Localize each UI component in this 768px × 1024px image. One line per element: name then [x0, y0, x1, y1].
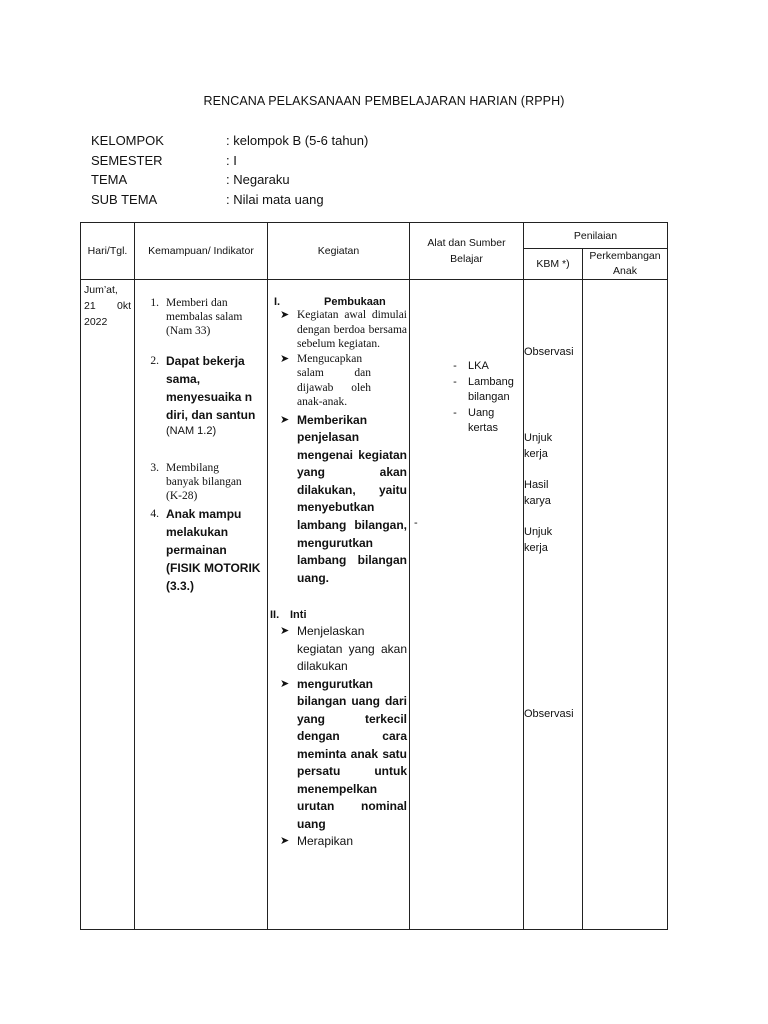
section-pembukaan-heading — [268, 296, 409, 308]
kbm-item: Unjuk kerja — [524, 526, 553, 554]
section-inti-heading — [268, 609, 409, 621]
indikator-item — [135, 461, 267, 503]
arrow-bullet-icon: ➤ — [280, 309, 290, 321]
indikator-code: (Nam 33) — [166, 325, 211, 337]
indikator-number: 3. — [150, 462, 159, 474]
indikator-code: (NAM 1.2) — [166, 425, 217, 437]
kegiatan-text: Menjelaskan kegiatan yang akan dilakukan — [297, 624, 407, 674]
kbm-item: Hasil karya — [524, 479, 551, 507]
indikator-cell — [135, 280, 268, 930]
indikator-text: Membilang banyak bilangan (K-28) — [166, 462, 242, 502]
day-month: 0kt — [116, 300, 131, 312]
header-alat: Alat dan Sumber Belajar — [410, 223, 524, 280]
indikator-number: 4. — [150, 508, 159, 520]
dash-bullet: - — [453, 375, 457, 388]
indikator-item — [135, 505, 267, 595]
meta-key: TEMA — [91, 172, 128, 187]
alat-cell — [410, 280, 524, 930]
alat-item — [410, 375, 523, 406]
day-cell — [81, 280, 135, 930]
meta-row-semester — [91, 151, 368, 171]
kbm-item: Observasi — [524, 708, 574, 720]
header-kbm: KBM *) — [524, 249, 583, 280]
header-kemampuan: Kemampuan/ Indikator — [135, 223, 268, 280]
indikator-item — [135, 352, 267, 439]
alat-lone-dash: - — [414, 516, 418, 529]
meta-value: : Negaraku — [226, 172, 290, 187]
indikator-item — [135, 296, 267, 338]
kegiatan-text: Memberikan penjelasan mengenai kegiatan yang akan dilakukan, yaitu menyebutkan lambang bilangan, mengurutkan lambang bilangan uang. — [297, 412, 407, 585]
kegiatan-item — [268, 833, 409, 851]
meta-key: SEMESTER — [91, 152, 163, 168]
alat-item — [410, 359, 523, 375]
indikator-body — [166, 296, 267, 338]
indikator-text: Anak mampu melakukan permainan (FISIK MOTORIK (3.3.) — [166, 507, 261, 593]
perkembangan-cell — [583, 280, 668, 930]
alat-item — [410, 406, 523, 437]
meta-value: : Nilai mata uang — [226, 191, 324, 207]
arrow-bullet-icon: ➤ — [280, 835, 290, 848]
kegiatan-item — [268, 676, 409, 834]
alat-list — [410, 359, 523, 437]
arrow-bullet-icon: ➤ — [280, 625, 290, 638]
meta-row-subtema — [91, 190, 368, 210]
arrow-bullet-icon: ➤ — [280, 413, 290, 426]
indikator-number: 1. — [150, 297, 159, 309]
arrow-bullet-icon: ➤ — [280, 352, 290, 365]
meta-value: : kelompok B (5-6 tahun) — [226, 133, 369, 148]
kbm-cell — [524, 280, 583, 930]
indikator-number: 2. — [150, 355, 159, 367]
meta-key: KELOMPOK — [91, 133, 164, 148]
section-title: Pembukaan — [324, 296, 386, 308]
kegiatan-text: Mengucapkan salam dan dijawab oleh anak-anak. — [297, 352, 371, 408]
header-info — [91, 131, 368, 209]
alat-text: LKA — [468, 360, 489, 372]
kegiatan-item — [268, 412, 409, 588]
meta-row-kelompok — [91, 131, 368, 151]
alat-text: Uang kertas — [468, 406, 498, 434]
kbm-item: Observasi — [524, 346, 574, 358]
rpph-table — [80, 222, 668, 930]
kegiatan-text: mengurutkan bilangan uang dari yang terkecil dengan cara meminta anak satu persatu untuk menempelkan urutan nominal uang — [297, 676, 407, 831]
meta-key: SUB TEMA — [91, 191, 158, 207]
arrow-bullet-icon: ➤ — [280, 677, 290, 690]
header-kegiatan: Kegiatan — [268, 223, 410, 280]
dash-bullet: - — [453, 406, 457, 419]
day-year: 2022 — [84, 316, 108, 328]
day-number: 21 — [84, 300, 96, 312]
kbm-item: Unjuk kerja — [524, 432, 553, 460]
section-number: I. — [274, 296, 281, 308]
indikator-text: Memberi dan membalas salam — [166, 297, 243, 323]
kegiatan-item — [268, 623, 409, 676]
indikator-body — [166, 352, 267, 439]
day-date — [84, 298, 131, 314]
meta-row-tema — [91, 170, 368, 190]
document-title: RENCANA PELAKSANAAN PEMBELAJARAN HARIAN (RPPH) — [203, 94, 565, 108]
kegiatan-item — [268, 352, 409, 410]
meta-value: : I — [226, 152, 237, 168]
header-penilaian: Penilaian — [524, 223, 668, 249]
dash-bullet: - — [453, 360, 457, 372]
kegiatan-cell — [268, 280, 410, 930]
header-hari: Hari/Tgl. — [81, 223, 135, 280]
indikator-text: Dapat bekerja sama, menyesuaika n diri, dan santun — [166, 354, 256, 422]
header-perkembangan: Perkembangan Anak — [583, 249, 668, 280]
kegiatan-text: Kegiatan awal dimulai dengan berdoa bersama sebelum kegiatan. — [297, 309, 407, 350]
kegiatan-item — [268, 308, 409, 352]
kegiatan-text: Merapikan — [297, 834, 354, 849]
alat-text: Lambang bilangan — [468, 375, 514, 403]
day-name: Jum’at, — [84, 284, 118, 296]
section-title: Inti — [290, 609, 307, 622]
section-number: II. — [270, 609, 280, 622]
